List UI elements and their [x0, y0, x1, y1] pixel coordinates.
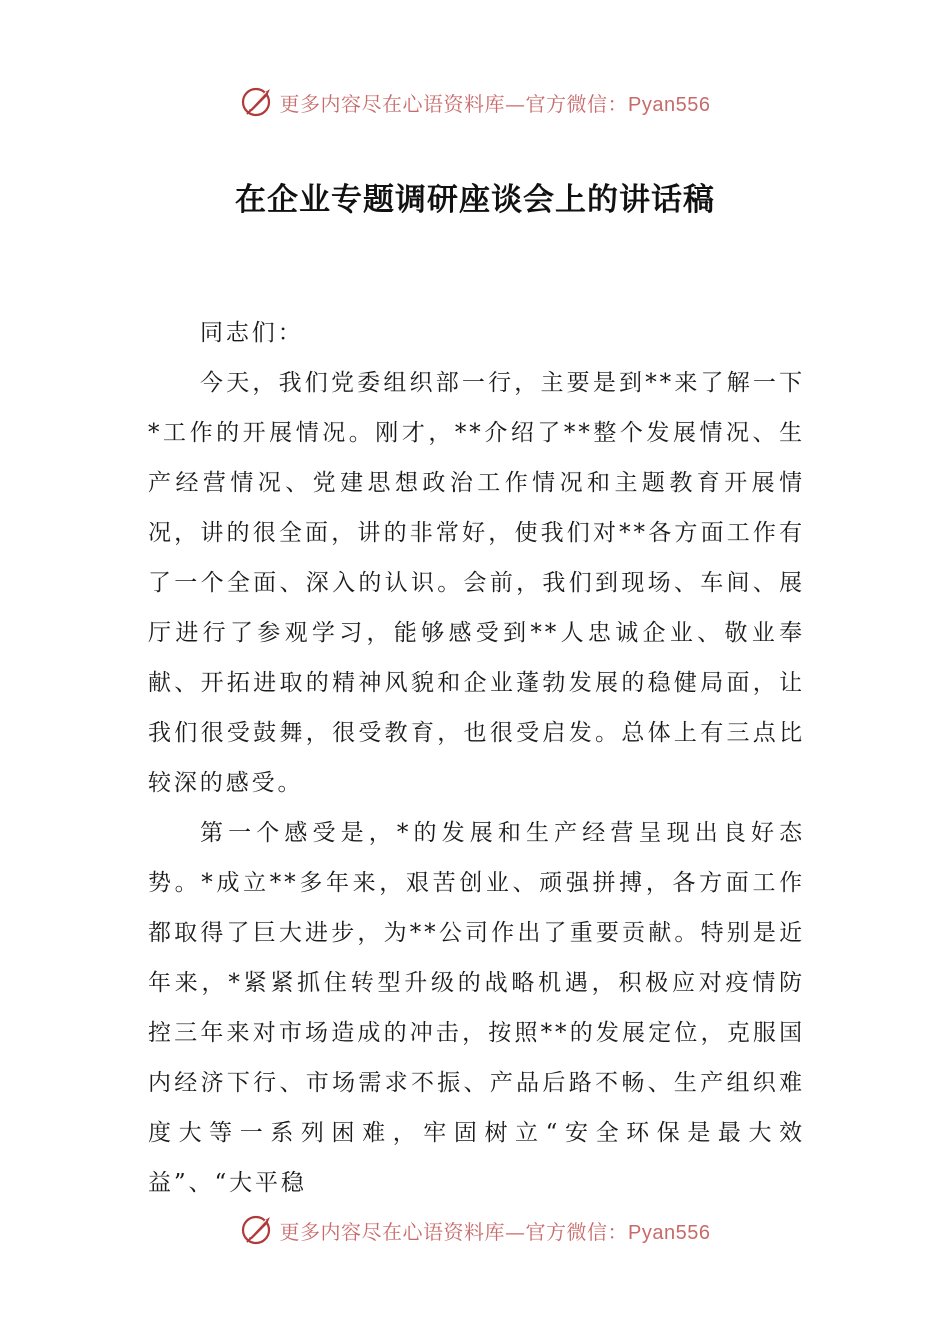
banner-contact: Pyan556: [628, 1221, 711, 1244]
quill-logo-icon: [240, 84, 276, 120]
header-banner: [0, 82, 950, 122]
salutation: 同志们：: [200, 320, 304, 346]
banner-slogan: 更多内容尽在心语资料库—官方微信：: [279, 1219, 629, 1244]
document-title: 在企业专题调研座谈会上的讲话稿: [235, 182, 715, 218]
paragraph: 今天，我们党委组织部一行，主要是到**来了解一下*工作的开展情况。刚才，**介绍了**整个发展情况、生产经营情况、党建思想政治工作情况和主题教育开展情况，讲的很全面，讲的非常好，使我们对**各方面工作有了一个全面、深入的认识。会前，我们到现场、车间、展厅进行了参观学习，能够感受到**人忠诚企业、敬业奉献、开拓进取的精神风貌和企业蓬勃发展的稳健局面，让我们很受鼓舞，很受教育，也很受启发。总体上有三点比较深的感受。: [148, 370, 805, 796]
banner-contact: Pyan556: [628, 93, 711, 116]
document-body: [148, 308, 805, 1208]
banner-slogan: 更多内容尽在心语资料库—官方微信：: [279, 91, 629, 116]
banner-text: [280, 88, 711, 117]
quill-logo-icon: [240, 1212, 276, 1248]
banner-text: [280, 1216, 711, 1245]
footer-banner: [0, 1210, 950, 1250]
paragraph: 第一个感受是，*的发展和生产经营呈现出良好态势。*成立**多年来，艰苦创业、顽强拼搏，各方面工作都取得了巨大进步，为**公司作出了重要贡献。特别是近年来，*紧紧抓住转型升级的战略机遇，积极应对疫情防控三年来对市场造成的冲击，按照**的发展定位，克服国内经济下行、市场需求不振、产品后路不畅、生产组织难度大等一系列困难，牢固树立“安全环保是最大效益”、“大平稳: [148, 820, 805, 1196]
